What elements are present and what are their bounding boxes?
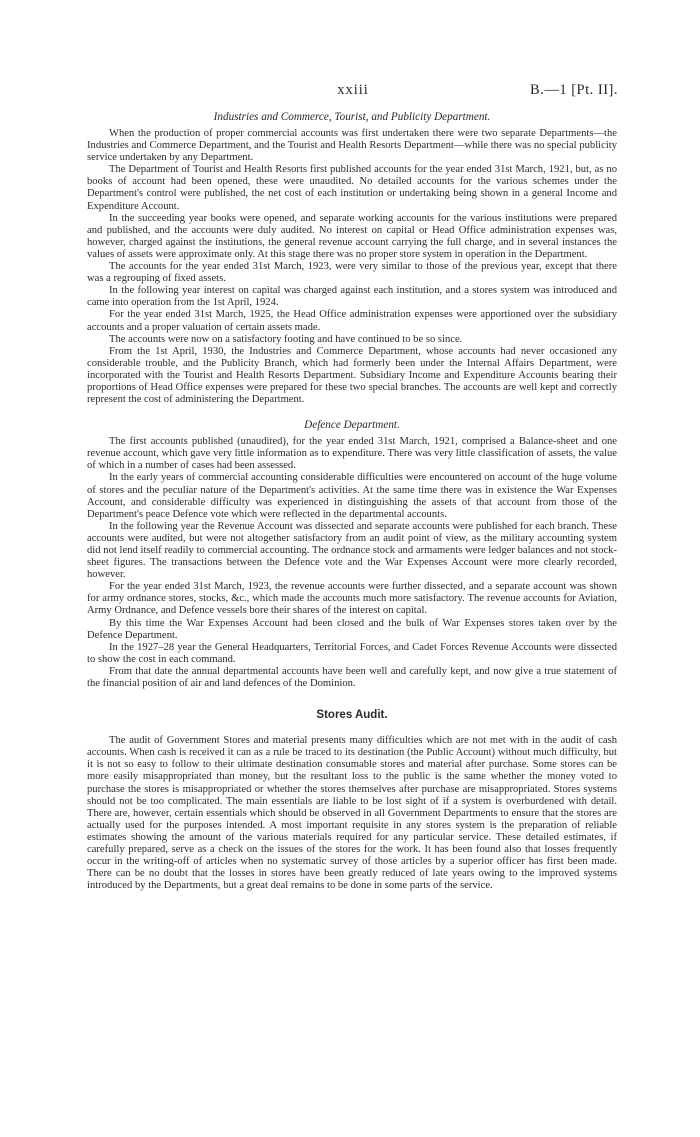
section-heading: Defence Department.	[304, 419, 400, 432]
page-header	[88, 82, 618, 102]
section-industries-commerce	[87, 110, 617, 406]
paragraph: In the 1927–28 year the General Headquarters, Territorial Forces, and Cadet Forces Revenue Accounts were dissected to show the cost in each command.	[87, 641, 617, 665]
paragraph: From the 1st April, 1930, the Industries and Commerce Department, whose accounts had never occasioned any considerable trouble, and the Publicity Branch, which had formerly been under the Internal Affairs Department, were incorporated with the Tourist and Health Resorts Department. Subsidiary Income and Expenditure Accounts bearing their proportions of Head Office expenses were prepared for these two special branches. The accounts are well kept and correctly represent the cost of administering the Department.	[87, 345, 617, 406]
paragraph: In the succeeding year books were opened, and separate working accounts for the various institutions were prepared and published, and the accounts were duly audited. No interest on capital or Head Office administration expenses was, however, charged against the institutions, the general revenue account carrying the full charge, and in several instances the values of assets were approximate only. At this stage there was no proper store system in operation in the Department.	[87, 212, 617, 260]
paragraph: In the following year interest on capital was charged against each institution, and a stores system was introduced and came into operation from the 1st April, 1924.	[87, 285, 617, 309]
paragraph: For the year ended 31st March, 1923, the revenue accounts were further dissected, and a separate account was shown for army ordnance stores, stocks, &c., which made the accounts much more satisfactory. The revenue accounts for Aviation, Army Ordnance, and Defence vessels bore their shares of the interest on capital.	[87, 581, 617, 617]
section-defence	[87, 418, 617, 690]
page-body	[87, 110, 617, 892]
section-heading: Industries and Commerce, Tourist, and Publicity Department.	[213, 111, 491, 123]
paragraph: The first accounts published (unaudited), for the year ended 31st March, 1921, comprised a Balance-sheet and one revenue account, which gave very little information as to expenditure. There was very little classification of assets, the value of which in a number of cases had been assessed.	[87, 436, 617, 472]
paragraph: The accounts were now on a satisfactory footing and have continued to be so since.	[109, 333, 463, 345]
paragraph: In the early years of commercial accounting considerable difficulties were encountered on account of the huge volume of stores and the peculiar nature of the Department's activities. At the same time there was in existence the War Expenses Account, and considerable difficulty was experienced in distinguishing the assets of that account from those of the Department's peace Defence vote which were reflected in the departmental accounts.	[87, 472, 617, 520]
document-reference: B.—1 [Pt. II].	[530, 82, 618, 98]
page-number: xxiii	[337, 82, 369, 98]
paragraph: In the following year the Revenue Account was dissected and separate accounts were published for each branch. These accounts were audited, but were not altogether satisfactory from an audit point of view, as the military accounting system did not lend itself readily to commercial accounting. The ordnance stock and armaments were ledger balances and not stock-sheet figures. The transactions between the Defence vote and the War Expenses Account were more clearly recorded, however.	[87, 520, 617, 581]
paragraph: The Department of Tourist and Health Resorts first published accounts for the year ended 31st March, 1921, but, as no books of account had been opened, these were unaudited. No detailed accounts for the various schemes under the Department's control were published, the net cost of each institution or undertaking being shown in a general Income and Expenditure Account.	[87, 164, 617, 212]
section-title: Stores Audit.	[316, 709, 388, 722]
paragraph: By this time the War Expenses Account had been closed and the bulk of War Expenses stores taken over by the Defence Department.	[87, 617, 617, 641]
paragraph: For the year ended 31st March, 1925, the Head Office administration expenses were apportioned over the subsidiary accounts and a proper valuation of certain assets made.	[87, 309, 617, 333]
paragraph: The accounts for the year ended 31st March, 1923, were very similar to those of the previous year, except that there was a regrouping of fixed assets.	[87, 261, 617, 285]
section-stores-audit	[87, 709, 617, 892]
paragraph: From that date the annual departmental accounts have been well and carefully kept, and now give a true statement of the financial position of air and land defences of the Dominion.	[87, 665, 617, 690]
paragraph: The audit of Government Stores and material presents many difficulties which are not met with in the audit of cash accounts. When cash is received it can as a rule be traced to its destination (the Public Account) without much difficulty, but it is not so easy to follow to their ultimate destination consumable stores and material after purchase. Some stores can be more easily misappropriated than money, but the resultant loss to the public is the same whether the money voted to purchase the stores is misappropriated or whether the stores themselves after purchase are misappropriated. Stores systems should not be too complicated. The main essentials are liable to be lost sight of if a system is overburdened with detail. There are, however, certain essentials which should be observed in all Government Departments to ensure that the stores are actually used for the purposes intended. A most important requisite in any stores system is the preparation of reliable estimates showing the amount of the various materials required for any particular service. These detailed estimates, if carefully prepared, serve as a check on the issues of the stores for the work. It has been found also that losses frequently occur in the writing-off of articles when no systematic survey of those articles by a superior officer has first been made. There can be no doubt that the losses in stores have been greatly reduced of late years owing to the improved systems introduced by the Departments, but a great deal remains to be done in some parts of the service.	[87, 735, 617, 892]
paragraph: When the production of proper commercial accounts was first undertaken there were two separate Departments—the Industries and Commerce Department, and the Tourist and Health Resorts Department—while there was no special publicity service undertaken by any Department.	[87, 128, 617, 164]
